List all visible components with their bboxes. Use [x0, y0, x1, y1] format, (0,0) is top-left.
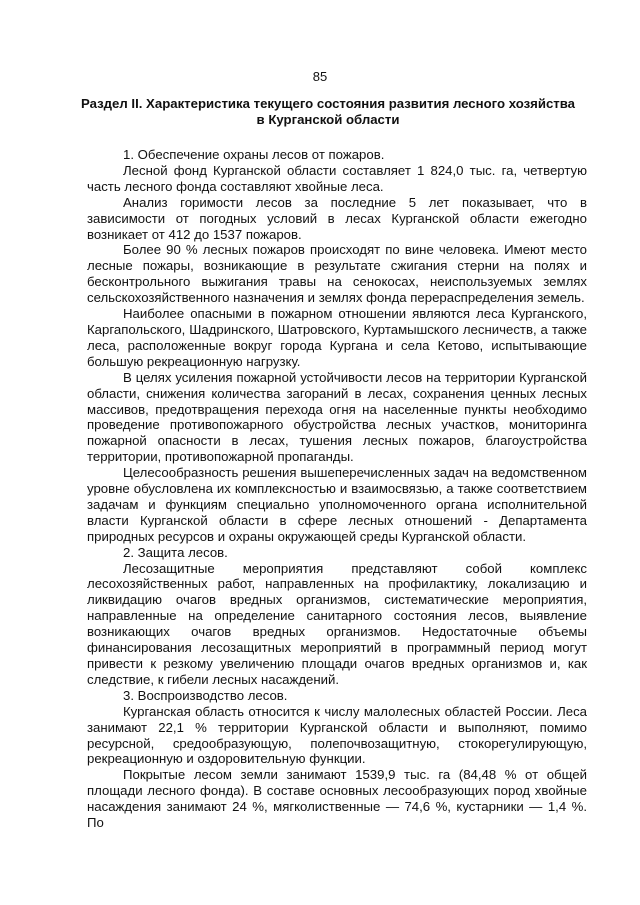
- section-title-line-1: Раздел II. Характеристика текущего состояния развития лесного хозяйства: [80, 96, 576, 111]
- paragraph-fire-resistance-measures: В целях усиления пожарной устойчивости лесов на территории Курганской области, снижения количества загораний в лесах, сохранения ценных лесных массивов, предотвращения перехода огня на населенные пункты необходимо проведение противопожарного обустройства лесных участков, мониторинга пожарной опасности в лесах, тушения лесных пожаров, благоустройства территории, противопожарной пропаганды.: [87, 369, 587, 465]
- paragraph-forest-protection-heading: 2. Защита лесов.: [123, 544, 228, 560]
- paragraph-reproduction-heading: 3. Воспроизводство лесов.: [123, 687, 288, 703]
- paragraph-departmental-level: Целесообразность решения вышеперечисленных задач на ведомственном уровне обусловлена их комплексностью и взаимосвязью, а также соответствием задачам и функциям специально уполномоченного органа исполнительной власти Курганской области в сфере лесных отношений - Департамента природных ресурсов и охраны окружающей среды Курганской области.: [87, 465, 587, 544]
- paragraph-forest-covered-lands: Покрытые лесом земли занимают 1539,9 тыс. га (84,48 % от общей площади лесного фонда). В составе основных лесообразующих пород хвойные насаждения занимают 24 %, мягколиственные — 74,6 %, кустарники — 1,4 %. По: [87, 767, 587, 831]
- page-number: 85: [312, 69, 328, 84]
- paragraph-fire-statistics: Анализ горимости лесов за последние 5 лет показывает, что в зависимости от погодных условий в лесах Курганской области ежегодно возникает от 412 до 1537 пожаров.: [87, 194, 587, 242]
- paragraph-dangerous-areas: Наиболее опасными в пожарном отношении являются леса Курганского, Каргапольского, Шадринского, Шатровского, Куртамышского лесничеств, а также леса, расположенные вокруг города Кургана и села Кетово, испытывающие большую рекреационную нагрузку.: [87, 306, 587, 369]
- section-title-line-2: в Курганской области: [256, 112, 400, 127]
- paragraph-low-forest-region: Курганская область относится к числу малолесных областей России. Леса занимают 22,1 % территории Курганской области и выполняют, помимо ресурсной, средообразующую, полепочвозащитную, стокорегулирующую, рекреационную и оздоровительную функции.: [87, 703, 587, 767]
- section-title: [78, 96, 578, 128]
- paragraph-forest-fund-area: Лесной фонд Курганской области составляет 1 824,0 тыс. га, четвертую часть лесного фонда составляют хвойные леса.: [87, 162, 587, 194]
- paragraph-fire-causes: Более 90 % лесных пожаров происходят по вине человека. Имеют место лесные пожары, возникающие в результате сжигания стерни на полях и бесконтрольного выжигания травы на сенокосах, неиспользуемых землях сельскохозяйственного назначения и землях фонда перераспределения земель.: [87, 242, 587, 306]
- document-body: [87, 147, 587, 831]
- paragraph-forest-protection-measures: Лесозащитные мероприятия представляют собой комплекс лесохозяйственных работ, направленных на профилактику, локализацию и ликвидацию очагов вредных организмов, систематические мероприятия, направленные на определение санитарного состояния лесов, выявление возникающих очагов вредных организмов. Недостаточные объемы финансирования лесозащитных мероприятий в программный период могут привести к резкому увеличению площади очагов вредных организмов и, как следствие, к гибели лесных насаждений.: [87, 560, 587, 687]
- paragraph-fire-protection-heading: 1. Обеспечение охраны лесов от пожаров.: [123, 147, 385, 162]
